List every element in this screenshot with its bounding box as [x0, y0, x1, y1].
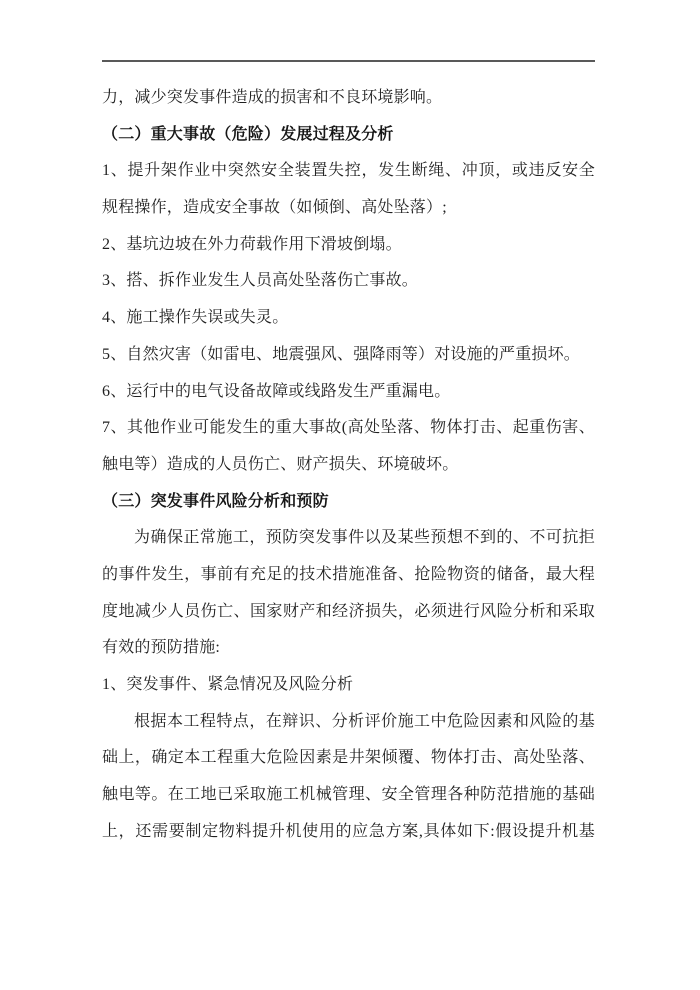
text-line: 力，减少突发事件造成的损害和不良环境影响。 — [102, 89, 443, 106]
text-line: 3、搭、拆作业发生人员高处坠落伤亡事故。 — [102, 272, 419, 290]
section-heading: （二）重大事故（危险）发展过程及分析 — [102, 125, 394, 143]
text-line: 根据本工程特点，在辩识、分析评价施工中危险因素和风险的基 — [134, 712, 595, 730]
document-lines — [102, 80, 595, 850]
text-line: 有效的预防措施: — [102, 639, 221, 657]
text-line: 1、突发事件、紧急情况及风险分析 — [102, 676, 354, 693]
text-line: 2、基坑边坡在外力荷载作用下滑坡倒塌。 — [102, 235, 402, 253]
text-line: 触电等）造成的人员伤亡、财产损失、环境破坏。 — [102, 455, 459, 473]
text-line: 4、施工操作失误或失灵。 — [102, 309, 289, 327]
text-line: 础上，确定本工程重大危险因素是井架倾覆、物体打击、高处坠落、 — [102, 749, 595, 767]
text-line: 1、提升架作业中突然安全装置失控，发生断绳、冲顶，或违反安全 — [102, 162, 595, 180]
section-heading: （三）突发事件风险分析和预防 — [102, 492, 329, 510]
text-line: 触电等。在工地已采取施工机械管理、安全管理各种防范措施的基础 — [102, 786, 595, 804]
text-line: 度地减少人员伤亡、国家财产和经济损失，必须进行风险分析和采取 — [102, 602, 595, 620]
header-rule — [102, 60, 595, 62]
text-line: 规程操作，造成安全事故（如倾倒、高处坠落）; — [102, 199, 447, 217]
text-line: 5、自然灾害（如雷电、地震强风、强降雨等）对设施的严重损坏。 — [102, 345, 581, 363]
text-line: 上，还需要制定物料提升机使用的应急方案,具体如下:假设提升机基 — [102, 822, 595, 840]
text-line: 6、运行中的电气设备故障或线路发生严重漏电。 — [102, 382, 451, 400]
text-line: 为确保正常施工，预防突发事件以及某些预想不到的、不可抗拒 — [134, 529, 595, 547]
text-line: 7、其他作业可能发生的重大事故(高处坠落、物体打击、起重伤害、 — [102, 419, 595, 437]
text-line: 的事件发生，事前有充足的技术措施准备、抢险物资的储备，最大程 — [102, 565, 595, 583]
